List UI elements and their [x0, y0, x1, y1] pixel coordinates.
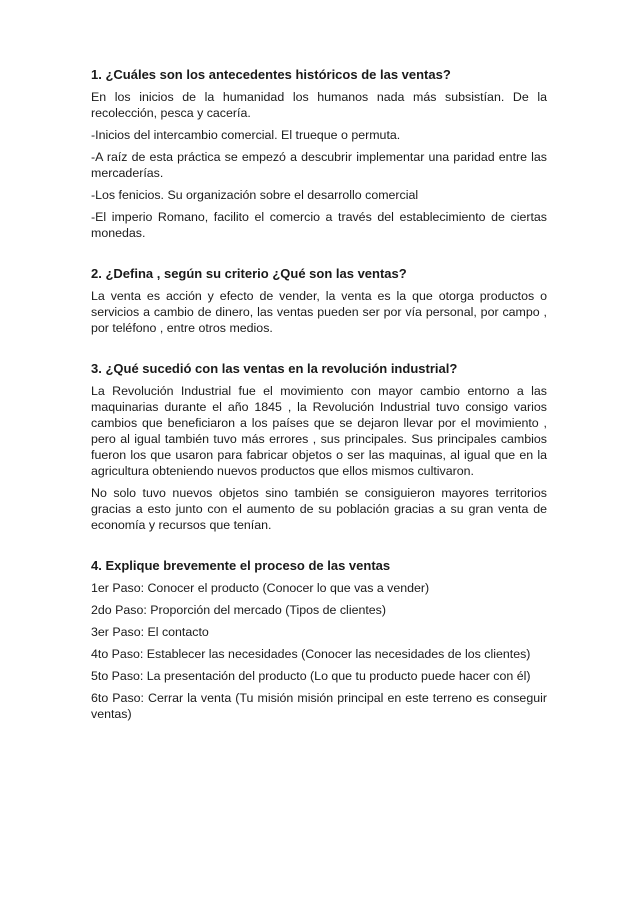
paragraph: -Los fenicios. Su organización sobre el desarrollo comercial	[91, 188, 419, 202]
paragraph: -El imperio Romano, facilito el comercio a través del establecimiento de ciertas monedas.	[91, 210, 547, 240]
question-heading: 2. ¿Defina , según su criterio ¿Qué son las ventas?	[91, 266, 407, 281]
document-page	[91, 66, 547, 746]
step-paragraph: 3er Paso: El contacto	[91, 625, 209, 639]
section-revolucion-industrial	[91, 360, 547, 533]
paragraph: -Inicios del intercambio comercial. El trueque o permuta.	[91, 128, 401, 142]
section-antecedentes	[91, 66, 547, 241]
paragraph: La Revolución Industrial fue el movimiento con mayor cambio entorno a las maquinarias durante el año 1845 , la Revolución Industrial tuvo consigo varios cambios que beneficiaron a los países que se dejaron llevar por el movimiento , pero al igual también tuvo más errores , sus principales. Sus principales cambios fueron los que usaron para fabricar objetos o ser las maquinas, al igual que en la agricultura obteniendo nuevos productos que ellos mismos cultivaron.	[91, 384, 547, 478]
step-paragraph: 1er Paso: Conocer el producto (Conocer lo que vas a vender)	[91, 581, 430, 595]
paragraph: En los inicios de la humanidad los humanos nada más subsistían. De la recolección, pesca y cacería.	[91, 90, 547, 120]
step-paragraph: 2do Paso: Proporción del mercado (Tipos de clientes)	[91, 603, 387, 617]
step-paragraph: 6to Paso: Cerrar la venta (Tu misión misión principal en este terreno es conseguir ventas)	[91, 691, 547, 721]
question-heading: 3. ¿Qué sucedió con las ventas en la revolución industrial?	[91, 361, 458, 376]
question-heading: 1. ¿Cuáles son los antecedentes históricos de las ventas?	[91, 67, 451, 82]
section-definicion	[91, 265, 547, 336]
paragraph: La venta es acción y efecto de vender, la venta es la que otorga productos o servicios a cambio de dinero, las ventas pueden ser por vía personal, por campo , por teléfono , entre otros medios.	[91, 289, 547, 335]
section-proceso-ventas	[91, 557, 547, 722]
step-paragraph: 5to Paso: La presentación del producto (Lo que tu producto puede hacer con él)	[91, 669, 531, 683]
step-paragraph: 4to Paso: Establecer las necesidades (Conocer las necesidades de los clientes)	[91, 647, 531, 661]
paragraph: -A raíz de esta práctica se empezó a descubrir implementar una paridad entre las mercaderías.	[91, 150, 547, 180]
paragraph: No solo tuvo nuevos objetos sino también se consiguieron mayores territorios gracias a esto junto con el aumento de su población gracias a su gran venta de economía y recursos que tenían.	[91, 486, 547, 532]
question-heading: 4. Explique brevemente el proceso de las ventas	[91, 558, 391, 573]
